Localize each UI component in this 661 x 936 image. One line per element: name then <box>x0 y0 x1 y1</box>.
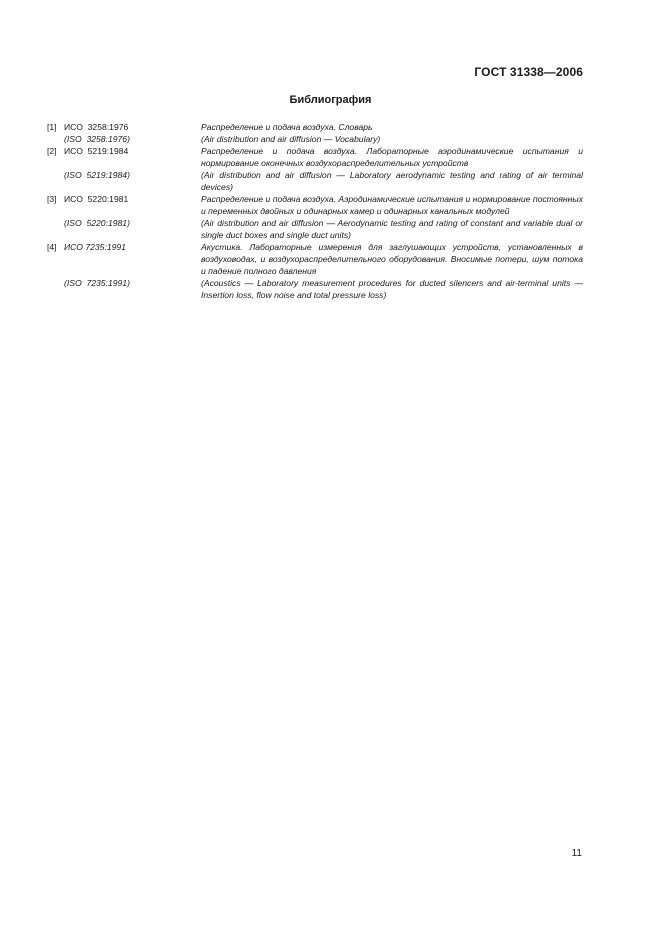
entry-description: Распределение и подача воздуха. Аэродинамические испытания и нормирование постоянных и переменных двойных и одинарных камер и одинарных канальных модулей <box>201 194 583 216</box>
bibliography-entry <box>47 193 583 217</box>
page-number: 11 <box>571 848 582 859</box>
entry-reference <box>47 193 201 205</box>
document-standard-header: ГОСТ 31338—2006 <box>474 65 583 79</box>
entry-standard: ИСО 7235:1991 <box>64 242 126 252</box>
entry-number <box>47 217 64 229</box>
entry-number: [4] <box>47 242 57 252</box>
entry-number <box>47 133 64 145</box>
entry-standard: ИСО 5219:1984 <box>64 146 129 156</box>
entry-number <box>47 277 64 289</box>
entry-standard: (ISO 5220:1981) <box>64 218 130 228</box>
entry-standard: (ISO 5219:1984) <box>64 170 130 180</box>
entry-standard: ИСО 5220:1981 <box>64 194 129 204</box>
entry-description: Акустика. Лабораторные измерения для заглушающих устройств, установленных в воздуховодах, и воздухораспределительного оборудования. Вносимые потери, шум потока и падение полного давления <box>201 242 583 276</box>
entry-number: [3] <box>47 194 57 204</box>
bibliography-entry <box>47 217 583 241</box>
entry-description: (Air distribution and air diffusion — Laboratory aerodynamic testing and rating of air terminal devices) <box>201 170 583 192</box>
entry-description: (Air distribution and air diffusion — Aerodynamic testing and rating of constant and variable dual or single duct boxes and single duct units) <box>201 218 583 240</box>
entry-standard: (ISO 3258:1976) <box>64 134 130 144</box>
entry-standard: ИСО 3258:1976 <box>64 122 129 132</box>
bibliography-entry <box>47 121 583 133</box>
entry-description: (Acoustics — Laboratory measurement procedures for ducted silencers and air-terminal units — Insertion loss, flow noise and total pressure loss) <box>201 278 583 300</box>
entry-reference <box>47 121 201 133</box>
bibliography-entry <box>47 241 583 277</box>
bibliography-entry <box>47 277 583 301</box>
entry-standard: (ISO 7235:1991) <box>64 278 130 288</box>
entry-description: Распределение и подача воздуха. Лабораторные аэродинамические испытания и нормирование оконечных воздухораспределительных устройств <box>201 146 583 168</box>
entry-reference <box>47 277 201 289</box>
entry-description: Распределение и подача воздуха. Словарь <box>201 122 373 132</box>
bibliography-entry <box>47 169 583 193</box>
entry-reference <box>47 133 201 145</box>
entry-reference <box>47 217 201 229</box>
entry-number <box>47 169 64 181</box>
bibliography-title: Библиография <box>289 94 372 106</box>
entry-number: [1] <box>47 122 57 132</box>
entry-number: [2] <box>47 146 57 156</box>
entry-description: (Air distribution and air diffusion — Vocabulary) <box>201 134 381 144</box>
bibliography-entry <box>47 133 583 145</box>
entry-reference <box>47 241 201 253</box>
entry-reference <box>47 169 201 181</box>
entry-reference <box>47 145 201 157</box>
bibliography-entry <box>47 145 583 169</box>
bibliography-list <box>47 121 583 301</box>
